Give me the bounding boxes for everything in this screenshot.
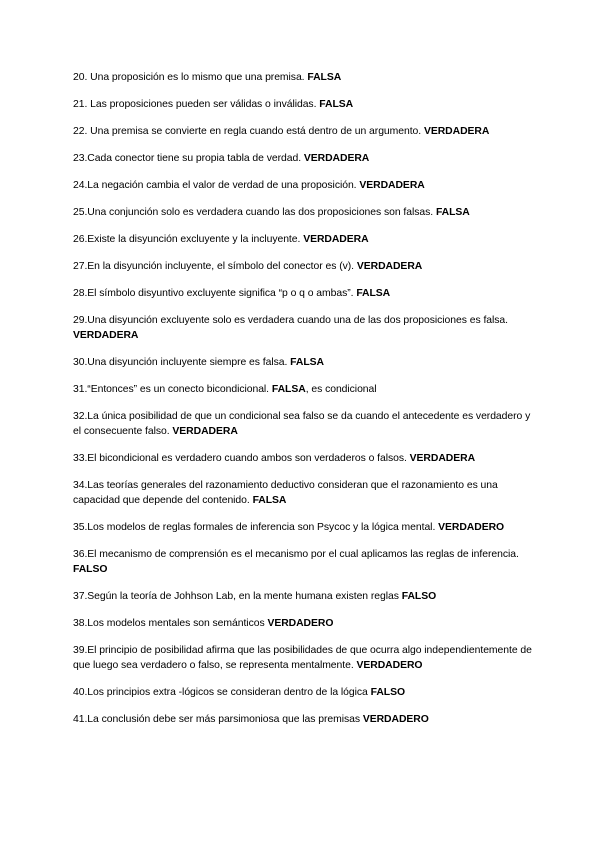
statement-answer: FALSA xyxy=(290,357,324,368)
statement-answer: VERDADERO xyxy=(438,522,505,533)
statement-note: , es condicional xyxy=(305,384,377,395)
statement-answer: VERDADERA xyxy=(73,330,139,341)
statement-answer: VERDADERA xyxy=(172,426,238,437)
statement-item xyxy=(73,70,533,85)
statement-item xyxy=(73,286,533,301)
statement-text: 20. Una proposición es lo mismo que una premisa. xyxy=(73,72,305,83)
statement-item xyxy=(73,616,533,631)
statement-text: 25.Una conjunción solo es verdadera cuando las dos proposiciones son falsas. xyxy=(73,207,434,218)
statement-text: 29.Una disyunción excluyente solo es verdadera cuando una de las dos proposiciones es falsa. xyxy=(73,315,508,326)
statement-item xyxy=(73,520,533,535)
statement-item xyxy=(73,151,533,166)
statement-answer: FALSA xyxy=(271,384,306,395)
statement-text: 32.La única posibilidad de que un condicional sea falso se da cuando el antecedente es verdadero y el consecuente falso. xyxy=(73,411,531,437)
statement-item xyxy=(73,259,533,274)
statement-answer: FALSA xyxy=(252,495,287,506)
statement-text: 39.El principio de posibilidad afirma que las posibilidades de que ocurra algo independientemente de que luego sea verdadero o falso, se representa mentalmente. xyxy=(73,645,532,671)
statement-text: 31.“Entonces” es un conecto bicondicional. xyxy=(73,384,270,395)
statement-item xyxy=(73,643,533,673)
statement-answer: VERDADERA xyxy=(303,234,369,245)
statement-text: 34.Las teorías generales del razonamiento deductivo consideran que el razonamiento es una capacidad que depende del contenido. xyxy=(73,480,498,506)
statement-answer: FALSO xyxy=(73,564,108,575)
statement-answer: FALSO xyxy=(370,687,405,698)
statement-text: 24.La negación cambia el valor de verdad de una proposición. xyxy=(73,180,357,191)
statement-list xyxy=(73,70,533,739)
statement-item xyxy=(73,382,533,397)
statement-item xyxy=(73,313,533,343)
statement-answer: FALSA xyxy=(356,288,391,299)
statement-answer: VERDADERA xyxy=(303,153,370,164)
statement-answer: VERDADERO xyxy=(362,714,429,725)
statement-text: 27.En la disyunción incluyente, el símbolo del conector es (v). xyxy=(73,261,355,272)
statement-text: 38.Los modelos mentales son semánticos xyxy=(73,618,265,629)
statement-answer: FALSO xyxy=(401,591,437,602)
statement-answer: VERDADERA xyxy=(409,453,476,464)
statement-text: 26.Existe la disyunción excluyente y la incluyente. xyxy=(73,234,301,245)
statement-text: 22. Una premisa se convierte en regla cuando está dentro de un argumento. xyxy=(73,126,422,137)
statement-answer: FALSA xyxy=(307,72,342,83)
statement-text: 41.La conclusión debe ser más parsimoniosa que las premisas xyxy=(73,714,360,725)
statement-item xyxy=(73,124,533,139)
statement-item xyxy=(73,685,533,700)
statement-text: 40.Los principios extra -lógicos se consideran dentro de la lógica xyxy=(73,687,368,698)
statement-answer: FALSA xyxy=(319,99,354,110)
statement-text: 36.El mecanismo de comprensión es el mecanismo por el cual aplicamos las reglas de inferencia. xyxy=(73,549,519,560)
statement-text: 37.Según la teoría de Johhson Lab, en la mente humana existen reglas xyxy=(73,591,399,602)
statement-text: 35.Los modelos de reglas formales de inferencia son Psycoc y la lógica mental. xyxy=(73,522,436,533)
statement-item xyxy=(73,178,533,193)
statement-item xyxy=(73,409,533,439)
statement-item xyxy=(73,478,533,508)
statement-text: 23.Cada conector tiene su propia tabla de verdad. xyxy=(73,153,302,164)
statement-answer: VERDADERO xyxy=(356,660,423,671)
statement-item xyxy=(73,712,533,727)
statement-text: 28.El símbolo disyuntivo excluyente significa “p o q o ambas”. xyxy=(73,288,354,299)
statement-answer: VERDADERA xyxy=(356,261,423,272)
statement-item xyxy=(73,547,533,577)
statement-answer: VERDADERA xyxy=(423,126,490,137)
statement-item xyxy=(73,97,533,112)
statement-answer: FALSA xyxy=(435,207,470,218)
statement-item xyxy=(73,355,533,370)
statement-item xyxy=(73,232,533,247)
statement-text: 33.El bicondicional es verdadero cuando ambos son verdaderos o falsos. xyxy=(73,453,407,464)
statement-item xyxy=(73,205,533,220)
statement-text: 21. Las proposiciones pueden ser válidas o inválidas. xyxy=(73,99,317,110)
statement-item xyxy=(73,451,533,466)
statement-text: 30.Una disyunción incluyente siempre es falsa. xyxy=(73,357,288,368)
statement-item xyxy=(73,589,533,604)
statement-answer: VERDADERO xyxy=(267,618,334,629)
statement-answer: VERDADERA xyxy=(359,180,425,191)
